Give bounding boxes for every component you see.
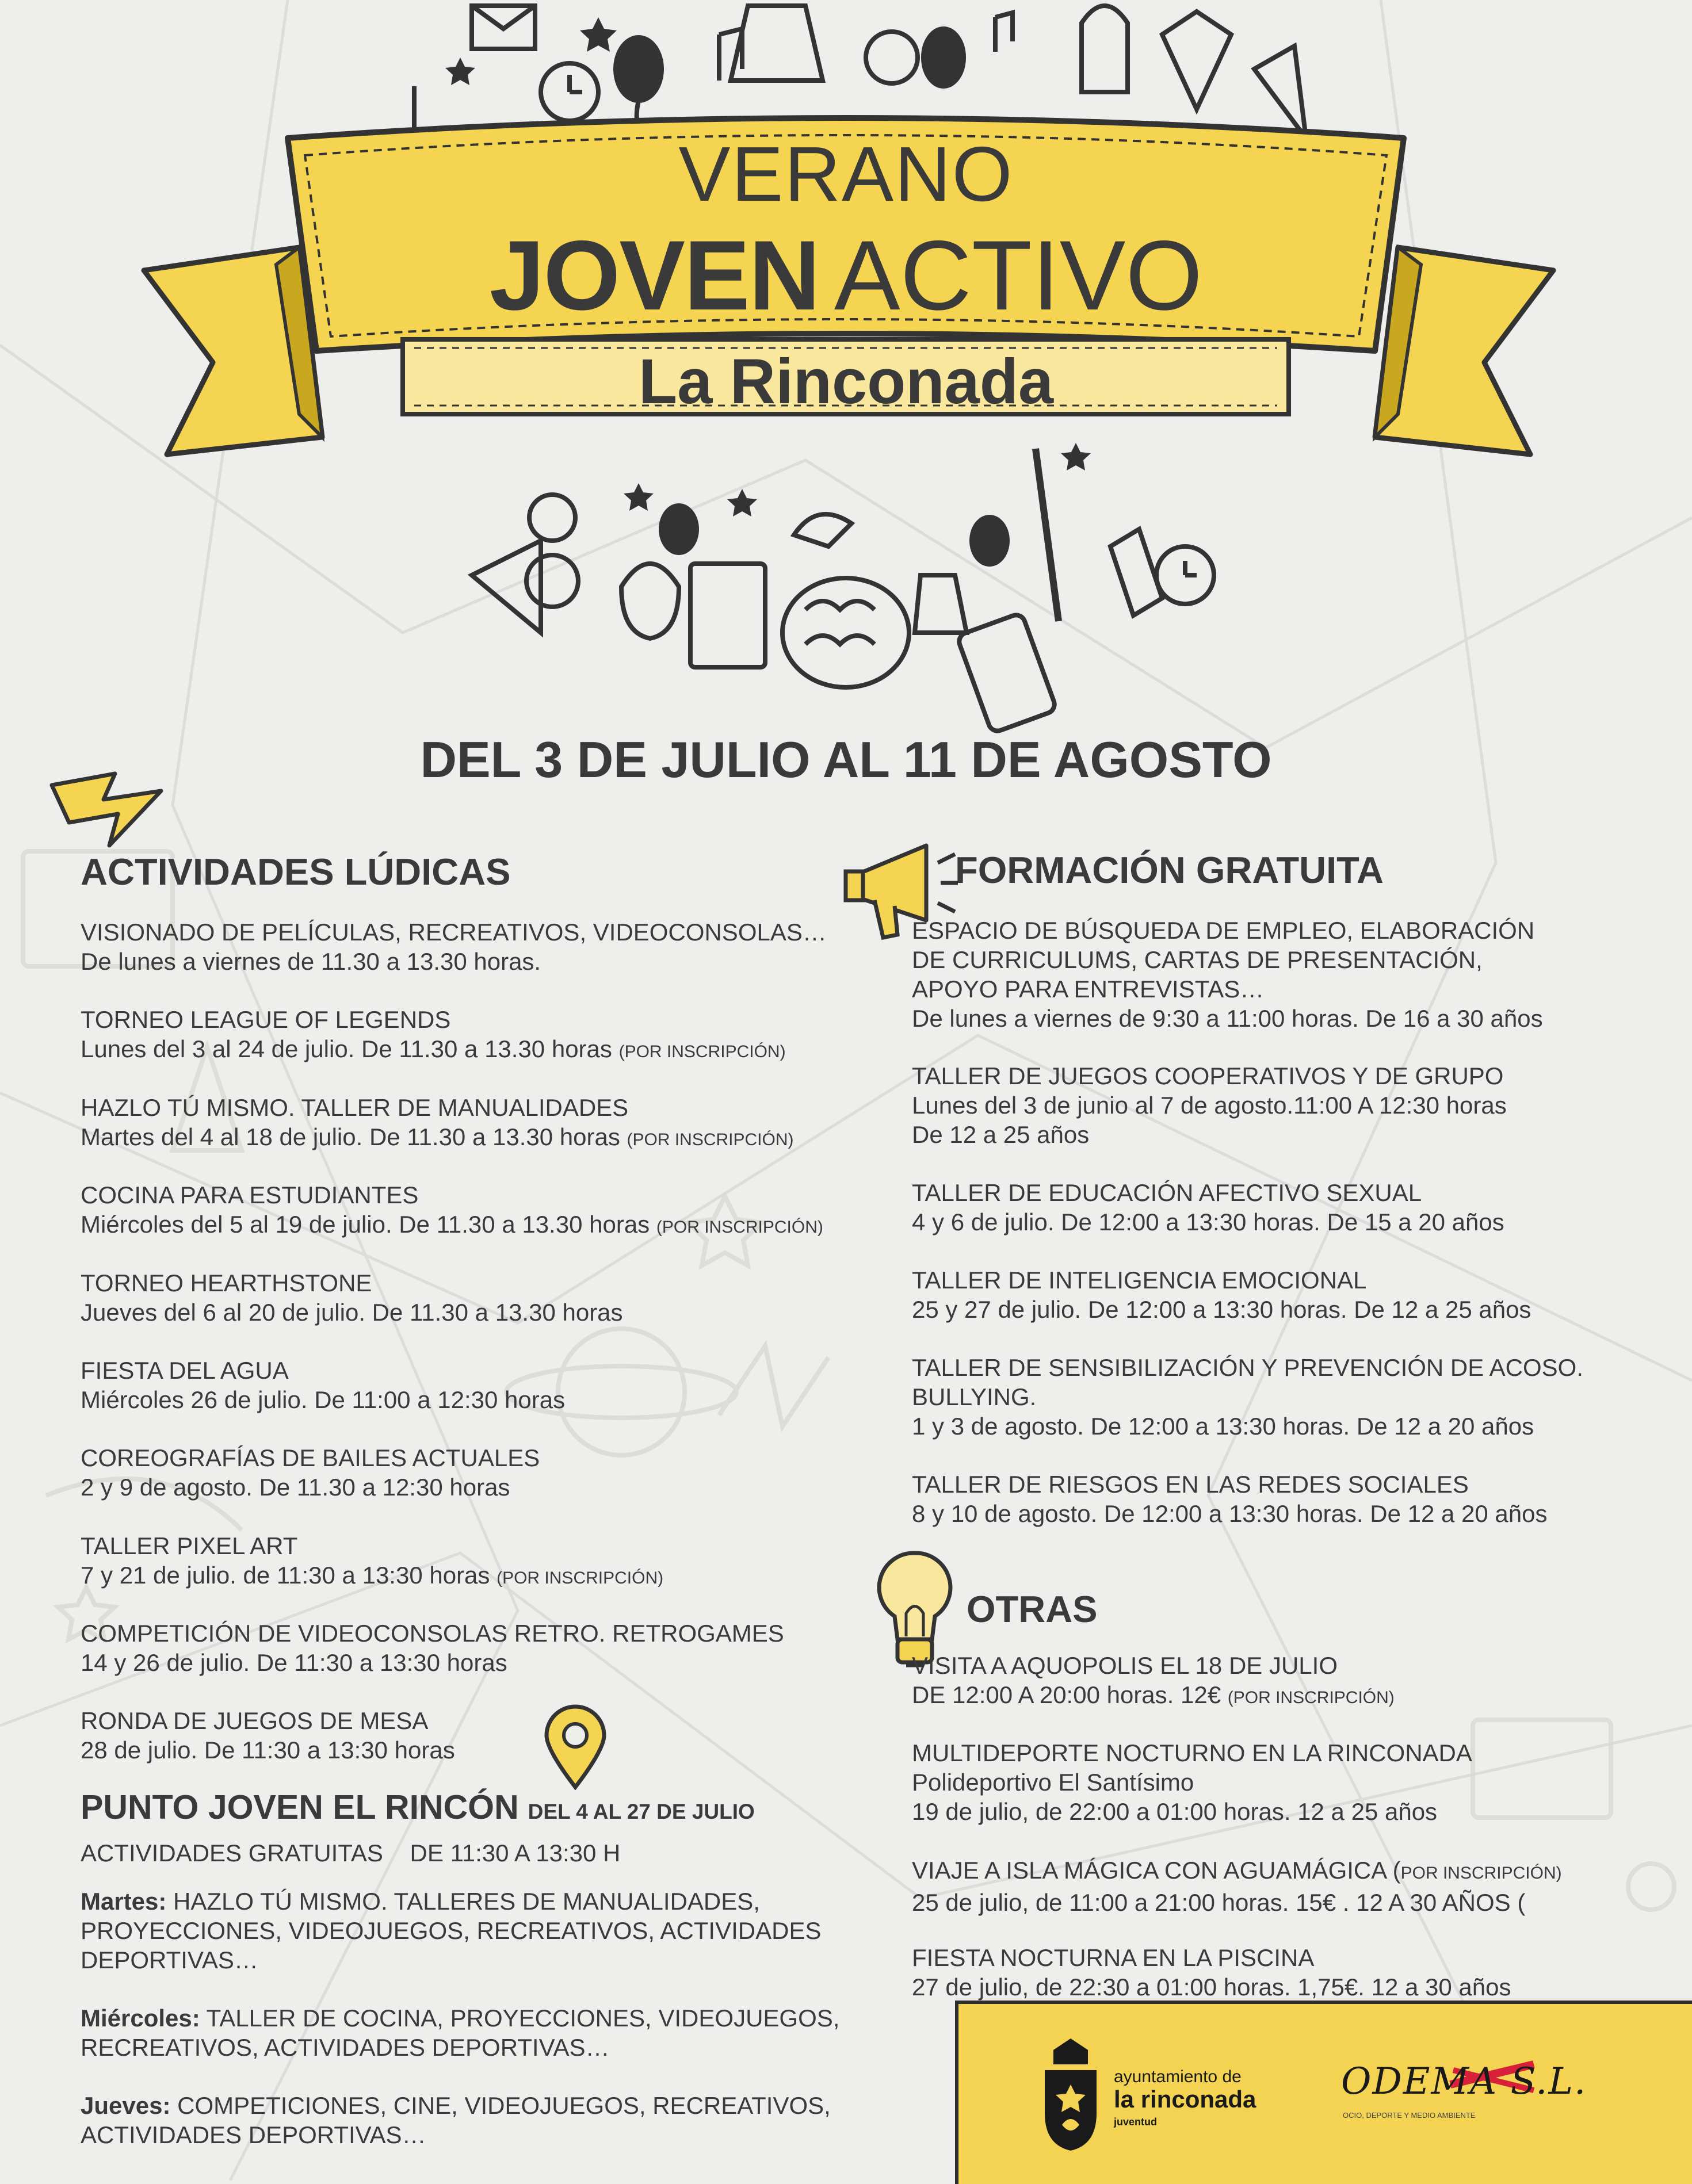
ludica-item [81, 1706, 455, 1765]
formacion-line: De lunes a viernes de 9:30 a 11:00 horas. De 16 a 30 años [912, 1005, 1543, 1032]
otras-note: POR INSCRIPCIÓN) [1400, 1864, 1562, 1883]
punto-joven-heading [81, 1788, 755, 1827]
ludica-detail [81, 1122, 794, 1154]
lightning-icon [46, 768, 173, 848]
punto-day-text: COMPETICIONES, CINE, VIDEOJUEGOS, RECREATIVOS, [170, 2092, 831, 2119]
ludica-schedule: 7 y 21 de julio. de 11:30 a 13:30 horas [81, 1562, 490, 1589]
ludica-detail [81, 1385, 565, 1414]
punto-day-line [81, 1887, 821, 1916]
phone-icon [957, 613, 1057, 733]
formacion-item [912, 1470, 1547, 1528]
otras-item [912, 1943, 1511, 2002]
punto-joven-dates: DEL 4 AL 27 DE JULIO [528, 1800, 755, 1823]
otras-line [912, 1768, 1472, 1797]
ludica-title: TALLER PIXEL ART [81, 1532, 298, 1559]
otras-detail: Polideportivo El Santísimo [912, 1769, 1194, 1796]
section-title-ludicas: ACTIVIDADES LÚDICAS [81, 851, 511, 893]
ludica-title: COCINA PARA ESTUDIANTES [81, 1181, 419, 1208]
punto-joven-subtitle: ACTIVIDADES GRATUITAS DE 11:30 A 13:30 H [81, 1839, 621, 1866]
otras-detail: 27 de julio, de 22:30 a 01:00 horas. 1,75€. 12 a 30 años [912, 1973, 1511, 2001]
poster-title-line1: VERANO [678, 131, 1014, 217]
ludica-detail [81, 1472, 540, 1502]
ludica-title: FIESTA DEL AGUA [81, 1357, 289, 1384]
formacion-item [912, 916, 1543, 1033]
rocket-icon [1082, 6, 1128, 92]
formacion-line: ESPACIO DE BÚSQUEDA DE EMPLEO, ELABORACIÓN [912, 917, 1535, 944]
ludica-detail [81, 1210, 823, 1242]
coat-of-arms-icon [1036, 2038, 1105, 2154]
title-activo: ACTIVO [834, 220, 1203, 331]
otras-detail: 25 de julio, de 11:00 a 21:00 horas. 15€ . 12 A 30 AÑOS ( [912, 1889, 1526, 1916]
punto-day-item [81, 1887, 821, 1975]
ludica-schedule: 28 de julio. De 11:30 a 13:30 horas [81, 1737, 455, 1764]
formacion-line: 25 y 27 de julio. De 12:00 a 13:30 horas. De 12 a 25 años [912, 1296, 1531, 1323]
otras-title: VISITA A AQUOPOLIS EL 18 DE JULIO [912, 1652, 1338, 1679]
formacion-line: 4 y 6 de julio. De 12:00 a 13:30 horas. De 15 a 20 años [912, 1208, 1504, 1236]
brain-icon [782, 578, 909, 687]
formacion-item [912, 1178, 1504, 1237]
section-title-otras: OTRAS [967, 1588, 1098, 1630]
otras-line [912, 1680, 1395, 1712]
odema-tagline: OCIO, DEPORTE Y MEDIO AMBIENTE [1343, 2111, 1476, 2120]
punto-day-text: HAZLO TÚ MISMO. TALLERES DE MANUALIDADES, [166, 1888, 760, 1915]
ludica-note: (POR INSCRIPCIÓN) [618, 1042, 786, 1061]
at-sign-icon [866, 32, 918, 83]
footer-logo-bar [955, 2001, 1692, 2184]
punto-day-line: ACTIVIDADES DEPORTIVAS… [81, 2121, 426, 2148]
ludica-schedule: 14 y 26 de julio. De 11:30 a 13:30 horas [81, 1649, 507, 1676]
ludica-detail [81, 1298, 623, 1327]
ludica-detail [81, 1560, 663, 1593]
punto-day-line [81, 2003, 839, 2033]
otras-line [912, 1856, 1562, 1888]
ludica-item [81, 917, 827, 976]
formacion-line: BULLYING. [912, 1383, 1037, 1410]
otras-note: (POR INSCRIPCIÓN) [1227, 1688, 1395, 1707]
formacion-line: TALLER DE JUEGOS COOPERATIVOS Y DE GRUPO [912, 1062, 1504, 1089]
otras-item [912, 1856, 1562, 1917]
otras-title: MULTIDEPORTE NOCTURNO EN LA RINCONADA [912, 1739, 1472, 1766]
ludica-item [81, 1531, 663, 1593]
ludica-schedule: Jueves del 6 al 20 de julio. De 11.30 a 13.30 horas [81, 1299, 623, 1326]
otras-detail: DE 12:00 A 20:00 horas. 12€ [912, 1681, 1221, 1708]
ludica-note: (POR INSCRIPCIÓN) [656, 1218, 823, 1237]
ludica-detail [81, 947, 827, 976]
ludica-detail [81, 1648, 784, 1677]
punto-day-text: TALLER DE COCINA, PROYECCIONES, VIDEOJUEGOS, [200, 2005, 840, 2032]
ludica-schedule: Miércoles 26 de julio. De 11:00 a 12:30 horas [81, 1386, 566, 1413]
date-range-heading: DEL 3 DE JULIO AL 11 DE AGOSTO [420, 731, 1272, 788]
ludica-note: (POR INSCRIPCIÓN) [627, 1130, 794, 1149]
ludica-note: (POR INSCRIPCIÓN) [496, 1569, 664, 1588]
ludica-item [81, 1443, 540, 1502]
balloon-icon [616, 37, 662, 101]
ludica-schedule: De lunes a viernes de 11.30 a 13.30 horas. [81, 948, 541, 975]
otras-item [912, 1651, 1395, 1712]
ludica-item [81, 1619, 784, 1677]
otras-line [912, 1943, 1511, 1972]
ludica-title: COMPETICIÓN DE VIDEOCONSOLAS RETRO. RETROGAMES [81, 1620, 784, 1647]
otras-title: FIESTA NOCTURNA EN LA PISCINA [912, 1944, 1315, 1971]
formacion-item [912, 1265, 1531, 1324]
punto-day-line: RECREATIVOS, ACTIVIDADES DEPORTIVAS… [81, 2034, 610, 2061]
formacion-line: APOYO PARA ENTREVISTAS… [912, 976, 1265, 1003]
town-name: La Rinconada [638, 346, 1054, 417]
ludica-title: TORNEO HEARTHSTONE [81, 1269, 372, 1296]
formacion-item [912, 1061, 1507, 1149]
formacion-line: TALLER DE INTELIGENCIA EMOCIONAL [912, 1267, 1367, 1294]
punto-day-line: PROYECCIONES, VIDEOJUEGOS, RECREATIVOS, ACTIVIDADES [81, 1917, 822, 1944]
formacion-line: De 12 a 25 años [912, 1121, 1090, 1148]
map-pin-icon [541, 1704, 610, 1790]
ludica-title: RONDA DE JUEGOS DE MESA [81, 1707, 429, 1734]
punto-day-line [81, 2091, 831, 2120]
ludica-item [81, 1005, 786, 1066]
punto-day-line: DEPORTIVAS… [81, 1946, 258, 1973]
formacion-line: TALLER DE EDUCACIÓN AFECTIVO SEXUAL [912, 1179, 1422, 1206]
otras-line [912, 1738, 1472, 1768]
otras-line [912, 1651, 1395, 1680]
otras-item [912, 1738, 1472, 1826]
formacion-line: 1 y 3 de agosto. De 12:00 a 13:30 horas. De 12 a 20 años [912, 1413, 1534, 1440]
otras-line [912, 1972, 1511, 2002]
ludica-detail [81, 1034, 786, 1066]
formacion-line: Lunes del 3 de junio al 7 de agosto.11:00 A 12:30 horas [912, 1092, 1507, 1119]
formacion-line: TALLER DE SENSIBILIZACIÓN Y PREVENCIÓN DE ACOSO. [912, 1354, 1583, 1381]
formacion-line: 8 y 10 de agosto. De 12:00 a 13:30 horas. De 12 a 20 años [912, 1500, 1548, 1527]
otras-title: VIAJE A ISLA MÁGICA CON AGUAMÁGICA ( [912, 1857, 1401, 1884]
ludica-item [81, 1093, 794, 1154]
ludica-title: COREOGRAFÍAS DE BAILES ACTUALES [81, 1444, 540, 1471]
punto-day-name: Miércoles: [81, 2005, 200, 2032]
candy-icon [1162, 12, 1231, 109]
otras-line: 19 de julio, de 22:00 a 01:00 horas. 12 a 25 años [912, 1798, 1438, 1825]
formacion-item [912, 1353, 1583, 1441]
ludica-schedule: Martes del 4 al 18 de julio. De 11.30 a 13.30 horas [81, 1123, 620, 1150]
ludica-title: VISIONADO DE PELÍCULAS, RECREATIVOS, VIDEOCONSOLAS… [81, 919, 827, 946]
punto-day-item [81, 2003, 839, 2062]
ludica-detail [81, 1735, 455, 1765]
ludica-item [81, 1180, 823, 1242]
ludica-title: TORNEO LEAGUE OF LEGENDS [81, 1006, 451, 1033]
formacion-line: TALLER DE RIESGOS EN LAS REDES SOCIALES [912, 1471, 1469, 1498]
punto-day-item [81, 2091, 831, 2149]
ludica-schedule: Miércoles del 5 al 19 de julio. De 11.30 a 13.30 horas [81, 1211, 650, 1238]
odema-logo: ODEMA S.L. [1341, 2060, 1587, 2103]
ludica-item [81, 1356, 565, 1414]
punto-day-name: Jueves: [81, 2092, 171, 2119]
ludica-title: HAZLO TÚ MISMO. TALLER DE MANUALIDADES [81, 1094, 629, 1121]
ayuntamiento-logo-text: ayuntamiento de la rinconada juventud [1114, 2067, 1256, 2128]
ludica-item [81, 1268, 623, 1327]
otras-line [912, 1888, 1562, 1917]
notepad-icon [690, 564, 765, 667]
punto-day-name: Martes: [81, 1888, 167, 1915]
title-joven: JOVEN [489, 220, 819, 331]
section-title-formacion: FORMACIÓN GRATUITA [955, 849, 1384, 891]
ludica-schedule: 2 y 9 de agosto. De 11.30 a 12:30 horas [81, 1474, 510, 1501]
ludica-schedule: Lunes del 3 al 24 de julio. De 11.30 a 13.30 horas [81, 1035, 612, 1062]
formacion-line: DE CURRICULUMS, CARTAS DE PRESENTACIÓN, [912, 946, 1483, 973]
punto-joven-title: PUNTO JOVEN EL RINCÓN [81, 1788, 519, 1826]
poster-title-line2 [0, 219, 1692, 332]
